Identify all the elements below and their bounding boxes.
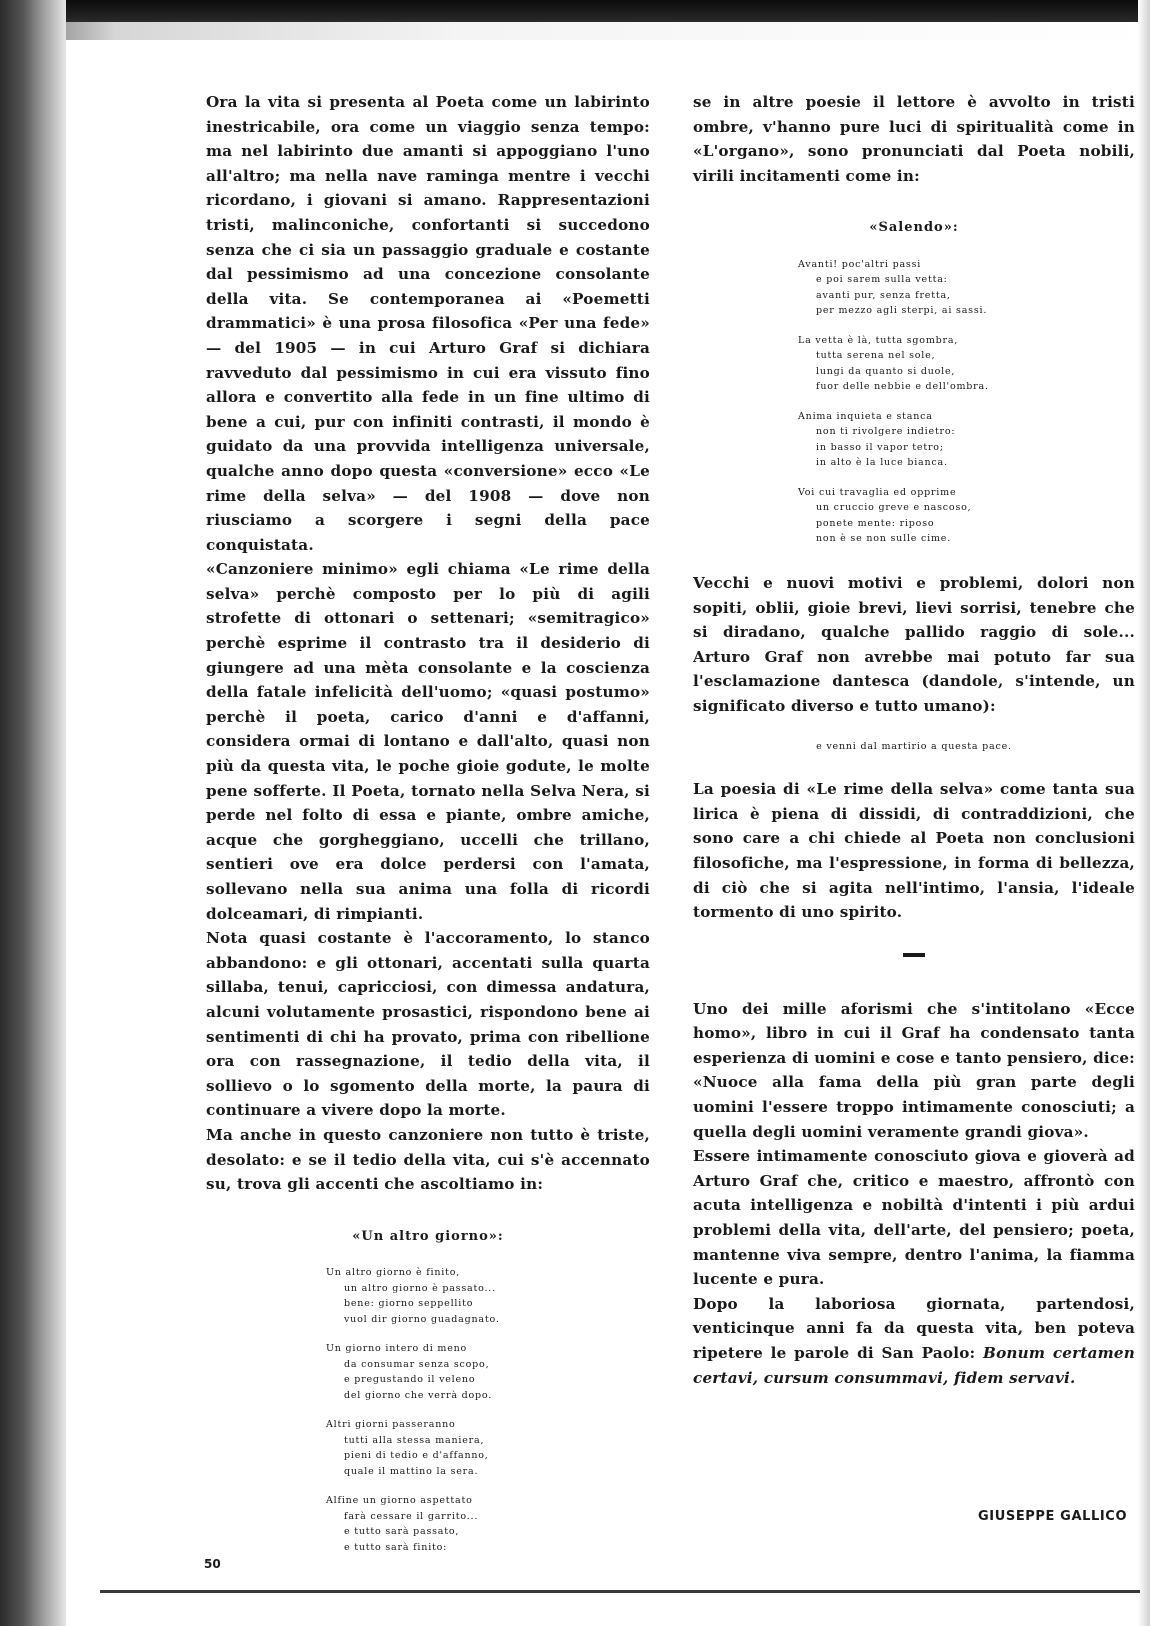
poem-line: lungi da quanto si duole, <box>816 365 956 377</box>
poem-line: Avanti! poc'altri passi <box>798 258 922 270</box>
left-paragraph-1: Ora la vita si presenta al Poeta come un labirinto inestricabile, ora come un viaggio senza tempo: ma nel labirinto due amanti si appoggiano l'uno all'altro; ma nella nave raminga mentre i vecchi ricordano, i giovani si amano. Rappresentazioni tristi, malinconiche, confortanti si succedono senza che ci sia un passaggio graduale e costante dal pessimismo ad una concezione consolante della vita. Se contemporanea ai «Poemetti drammatici» è una prosa filosofica «Per una fede» — del 1905 — in cui Arturo Graf si dichiara ravveduto dal pessimismo in cui era vissuto fino allora e convertito alla fede in un fine ultimo di bene a cui, pur con infiniti contrasti, il mondo è guidato da una provvida intelligenza universale, qualche anno dopo questa «conversione» ecco «Le rime della selva» — del 1908 — dove non riusciamo a scorgere i segni della pace conquistata. <box>206 93 650 554</box>
scan-right-edge <box>1138 0 1150 1626</box>
poem-line: Anima inquieta e stanca <box>798 410 933 422</box>
poem-line: Un giorno intero di meno <box>326 1343 468 1355</box>
poem-line: Alfine un giorno aspettato <box>326 1495 473 1507</box>
poem-line: pieni di tedio e d'affanno, <box>344 1450 489 1462</box>
right-paragraph-2: Vecchi e nuovi motivi e problemi, dolori non sopiti, oblii, gioie brevi, lievi sorrisi, tenebre che si diradano, qualche pallido raggio di sole... Arturo Graf non avrebbe mai potuto far sua l'esclamazione dantesca (dandole, s'intende, un significato diverso e tutto umano): <box>693 573 1135 715</box>
right-paragraph-3: La poesia di «Le rime della selva» come tanta sua lirica è piena di dissidi, di contraddizioni, che sono care a chi chiede al Poeta non conclusioni filosofiche, ma l'espressione, in forma di bellezza, di ciò che si agita nell'intimo, l'ansia, l'ideale tormento di uno spirito. <box>693 780 1135 922</box>
page-number: 50 <box>204 1557 221 1571</box>
dante-quote: e venni dal martirio a questa pace. <box>816 740 1012 752</box>
poem-title-un-altro-giorno: «Un altro giorno»: <box>352 1228 504 1244</box>
scan-top-edge <box>0 0 1150 22</box>
poem-line: non è se non sulle cime. <box>816 533 952 545</box>
left-paragraph-2: «Canzoniere minimo» egli chiama «Le rime della selva» perchè composto per lo più di agili strofette di ottonari o settenari; «semitragico» perchè esprime il contrasto tra il desiderio di giungere ad una mèta consolante e la coscienza della fatale infelicità dell'uomo; «quasi postumo» perchè il poeta, carico d'anni e d'affanni, considera ormai di lontano e dall'alto, quasi non più da questa vita, le poche gioie godute, le molte pene sofferte. Il Poeta, tornato nella Selva Nera, si perde nel folto di essa e piante, ombre amiche, acque che gorgheggiano, uccelli che trillano, sentieri ove era dolce perdersi con l'amata, sollevano nella sua anima una folla di ricordi dolceamari, di rimpianti. <box>206 560 650 923</box>
poem-title-salendo: «Salendo»: <box>869 220 959 236</box>
poem-un-altro-giorno <box>326 1265 650 1555</box>
poem-line: per mezzo agli sterpi, ai sassi. <box>816 305 988 317</box>
poem-line: un altro giorno è passato... <box>344 1282 496 1294</box>
poem-stanza <box>798 485 1135 547</box>
poem-stanza <box>798 333 1135 395</box>
poem-line: vuol dir giorno guadagnato. <box>344 1313 500 1325</box>
poem-line: tutta serena nel sole, <box>816 350 936 362</box>
author-signature: GIUSEPPE GALLICO <box>978 1509 1128 1524</box>
poem-line: e tutto sarà passato, <box>344 1526 460 1538</box>
poem-line: tutti alla stessa maniera, <box>344 1434 485 1446</box>
right-column <box>693 90 1135 1390</box>
poem-line: un cruccio greve e nascoso, <box>816 502 972 514</box>
poem-stanza <box>798 409 1135 471</box>
poem-stanza <box>326 1417 650 1479</box>
poem-line: Un altro giorno è finito, <box>326 1267 461 1279</box>
poem-line: fuor delle nebbie e dell'ombra. <box>816 381 989 393</box>
poem-line: La vetta è là, tutta sgombra, <box>798 334 959 346</box>
scan-left-edge <box>0 0 66 1626</box>
poem-stanza <box>798 257 1135 319</box>
poem-line: Voi cui travaglia ed opprime <box>798 486 957 498</box>
poem-line: Altri giorni passeranno <box>326 1419 456 1431</box>
poem-line: non ti rivolgere indietro: <box>816 426 956 438</box>
poem-line: farà cessare il garrito... <box>344 1510 479 1522</box>
poem-line: in alto è la luce bianca. <box>816 457 948 469</box>
left-column <box>206 90 650 1569</box>
left-paragraph-4: Ma anche in questo canzoniere non tutto è triste, desolato: e se il tedio della vita, cui s'è accennato su, trova gli accenti che ascoltiamo in: <box>206 1125 650 1194</box>
poem-stanza <box>326 1265 650 1327</box>
left-paragraph-3: Nota quasi costante è l'accoramento, lo stanco abbandono: e gli ottonari, accentati sulla quarta sillaba, tenui, capricciosi, con dimessa andatura, alcuni volutamente prosastici, rispondono bene ai sentimenti di chi ha provato, prima con ribellione ora con rassegnazione, il tedio della vita, il sollievo o lo sgomento della morte, la paura di continuare a vivere dopo la morte. <box>206 929 650 1120</box>
divider-mark <box>903 953 925 957</box>
poem-stanza <box>326 1493 650 1555</box>
poem-stanza <box>326 1341 650 1403</box>
right-paragraph-4: Uno dei mille aforismi che s'intitolano «Ecce homo», libro in cui il Graf ha condensato tanta esperienza di uomini e cose e tanto pensiero, dice: «Nuoce alla fama della più gran parte degli uomini l'essere troppo intimamente conosciuti; a quella degli uomini veramente grandi giova». <box>693 999 1135 1141</box>
right-paragraph-6-text: Dopo la laboriosa giornata, partendosi, venticinque anni fa da questa vita, ben poteva ripetere le parole di San Paolo: <box>693 1294 1135 1362</box>
poem-line: in basso il vapor tetro; <box>816 441 944 453</box>
right-paragraph-1: se in altre poesie il lettore è avvolto in tristi ombre, v'hanno pure luci di spiritualità come in «L'organo», sono pronunciati dal Poeta nobili, virili incitamenti come in: <box>693 93 1135 185</box>
right-paragraph-5: Essere intimamente conosciuto giova e gioverà ad Arturo Graf che, critico e maestro, affrontò con acuta intelligenza e nobiltà d'intenti i più ardui problemi della vita, dell'arte, del pensiero; poeta, mantenne viva sempre, dentro l'anima, la fiamma lucente e pura. <box>693 1147 1135 1289</box>
poem-line: ponete mente: riposo <box>816 517 935 529</box>
poem-line: da consumar senza scopo, <box>344 1358 490 1370</box>
latin-quote: Bonum certamen certavi, cursum consummavi, fidem servavi. <box>693 1344 1135 1387</box>
poem-line: quale il mattino la sera. <box>344 1465 479 1477</box>
poem-line: avanti pur, senza fretta, <box>816 289 951 301</box>
section-divider <box>693 947 1135 957</box>
bottom-page-edge <box>100 1590 1140 1593</box>
poem-line: bene: giorno seppellito <box>344 1298 474 1310</box>
poem-line: del giorno che verrà dopo. <box>344 1389 493 1401</box>
scan-page-curl <box>0 22 1150 40</box>
poem-line: e pregustando il veleno <box>344 1374 476 1386</box>
right-paragraph-6 <box>693 1292 1135 1390</box>
poem-line: e tutto sarà finito: <box>344 1541 448 1553</box>
poem-line: e poi sarem sulla vetta: <box>816 274 948 286</box>
poem-salendo <box>798 257 1135 547</box>
